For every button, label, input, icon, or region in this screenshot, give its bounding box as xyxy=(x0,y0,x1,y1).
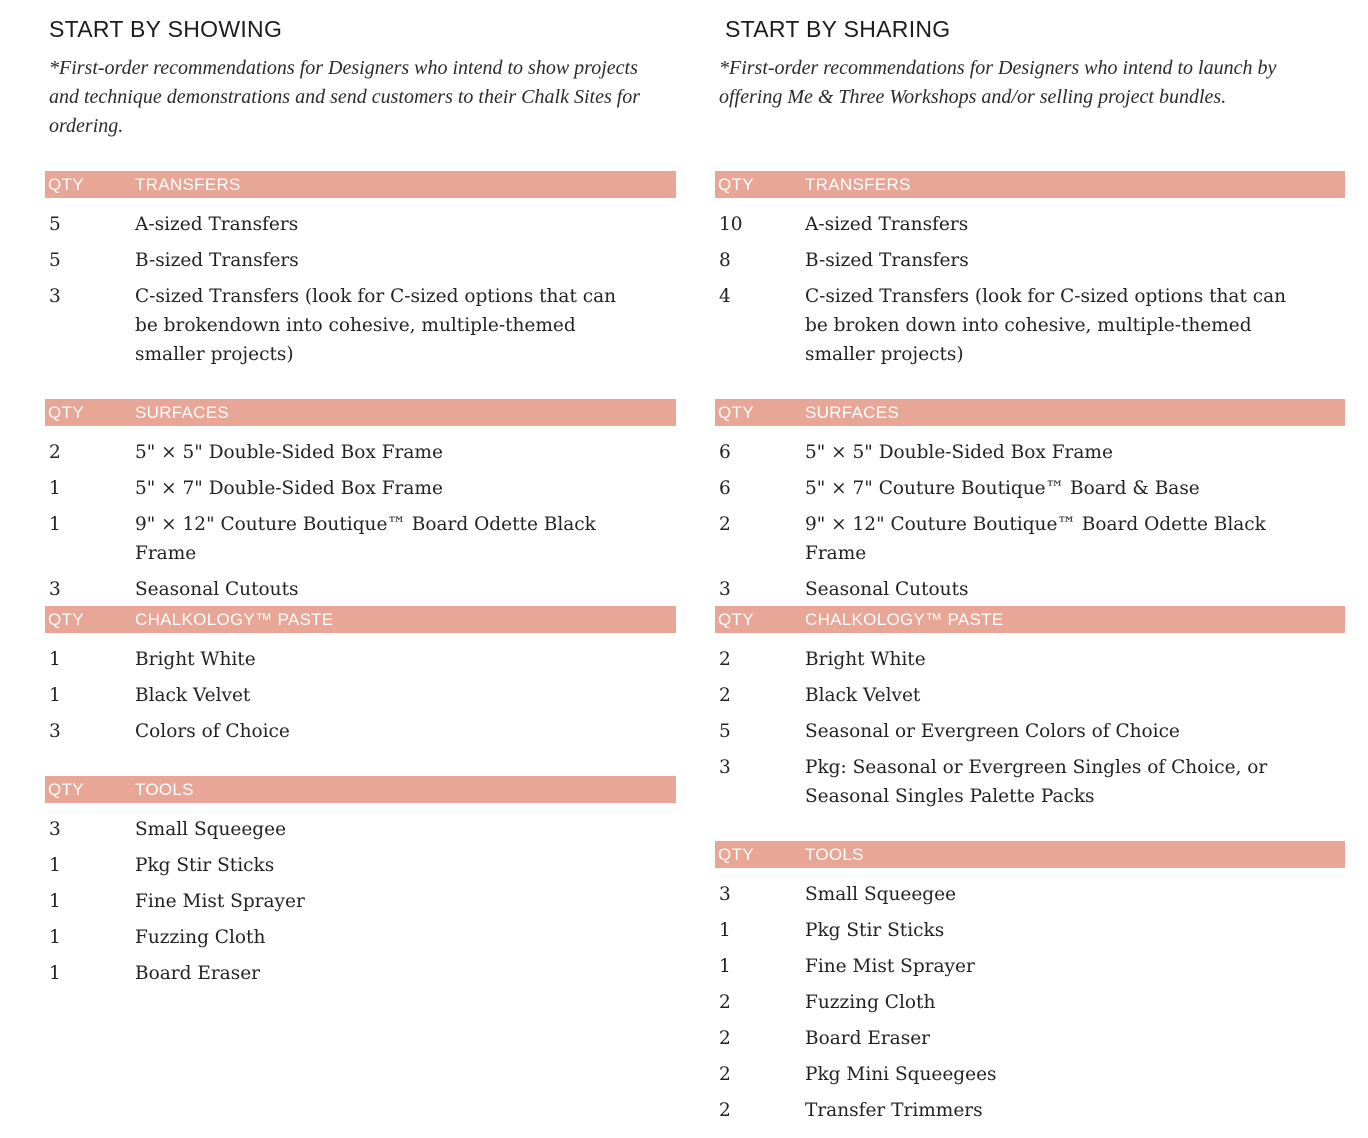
list-item xyxy=(45,575,676,604)
item-qty: 3 xyxy=(49,286,61,307)
item-name: Seasonal or Evergreen Colors of Choice xyxy=(805,721,1180,742)
item-qty: 2 xyxy=(719,514,731,535)
item-name: Pkg Stir Sticks xyxy=(805,920,945,941)
section-header xyxy=(45,776,676,803)
section-title: SURFACES xyxy=(805,403,900,422)
column-title: START BY SHARING xyxy=(725,16,951,42)
list-item xyxy=(45,815,676,844)
item-name: 5" × 7" Double-Sided Box Frame xyxy=(135,478,443,499)
section-transfers xyxy=(715,171,1345,376)
item-qty: 1 xyxy=(719,956,731,977)
item-name: Board Eraser xyxy=(135,963,260,984)
list-item xyxy=(715,717,1345,746)
column-title: START BY SHOWING xyxy=(49,16,283,42)
section-title: TOOLS xyxy=(805,845,864,864)
item-name: Black Velvet xyxy=(805,685,921,706)
item-qty: 1 xyxy=(49,649,61,670)
item-qty: 1 xyxy=(49,927,61,948)
item-name: Small Squeegee xyxy=(135,819,287,840)
list-item xyxy=(45,681,676,710)
item-name: Fine Mist Sprayer xyxy=(135,891,305,912)
section-paste xyxy=(715,606,1345,818)
item-qty: 5 xyxy=(49,214,61,235)
section-header xyxy=(715,606,1345,633)
item-qty: 1 xyxy=(49,963,61,984)
item-qty: 1 xyxy=(49,855,61,876)
item-name: Pkg Mini Squeegees xyxy=(805,1064,997,1085)
item-name: Pkg Stir Sticks xyxy=(135,855,275,876)
item-name: Bright White xyxy=(135,649,256,670)
item-name: Seasonal Cutouts xyxy=(135,579,299,600)
item-qty: 2 xyxy=(719,685,731,706)
item-list xyxy=(715,210,1345,369)
list-item xyxy=(715,916,1345,945)
item-name: A-sized Transfers xyxy=(135,214,299,235)
qty-header: QTY xyxy=(718,175,754,194)
item-name: Bright White xyxy=(805,649,926,670)
item-name: A-sized Transfers xyxy=(805,214,969,235)
section-surfaces xyxy=(45,399,676,611)
qty-header: QTY xyxy=(48,175,84,194)
item-qty: 3 xyxy=(719,579,731,600)
item-name: B-sized Transfers xyxy=(135,250,299,271)
item-name: Pkg: Seasonal or Evergreen Singles of Choice, or Seasonal Singles Palette Packs xyxy=(805,757,1268,807)
section-header xyxy=(45,399,676,426)
item-list xyxy=(45,210,676,369)
item-name: B-sized Transfers xyxy=(805,250,969,271)
item-name: Black Velvet xyxy=(135,685,251,706)
item-list xyxy=(45,438,676,604)
section-tools xyxy=(45,776,676,995)
list-item xyxy=(715,988,1345,1017)
item-name: Transfer Trimmers xyxy=(805,1100,983,1121)
list-item xyxy=(45,282,676,369)
qty-header: QTY xyxy=(718,403,754,422)
section-header xyxy=(715,399,1345,426)
item-qty: 1 xyxy=(49,478,61,499)
list-item xyxy=(715,474,1345,503)
section-transfers xyxy=(45,171,676,376)
qty-header: QTY xyxy=(48,610,84,629)
section-paste xyxy=(45,606,676,753)
item-qty: 3 xyxy=(719,757,731,778)
list-item xyxy=(45,923,676,952)
list-item xyxy=(715,753,1345,811)
item-name: C-sized Transfers (look for C-sized options that can be brokendown into cohesive, multiple-themed smaller projects) xyxy=(135,286,617,365)
qty-header: QTY xyxy=(48,780,84,799)
item-qty: 6 xyxy=(719,478,731,499)
list-item xyxy=(45,851,676,880)
section-title: CHALKOLOGY™ PASTE xyxy=(135,610,334,629)
section-title: TOOLS xyxy=(135,780,194,799)
list-item xyxy=(45,210,676,239)
item-qty: 5 xyxy=(49,250,61,271)
list-item xyxy=(45,717,676,746)
item-list xyxy=(715,880,1345,1125)
qty-header: QTY xyxy=(718,845,754,864)
section-header xyxy=(45,171,676,198)
list-item xyxy=(715,575,1345,604)
item-qty: 3 xyxy=(719,884,731,905)
item-qty: 3 xyxy=(49,579,61,600)
list-item xyxy=(715,510,1345,568)
list-item xyxy=(715,1060,1345,1089)
list-item xyxy=(45,246,676,275)
item-list xyxy=(45,815,676,988)
list-item xyxy=(715,952,1345,981)
item-list xyxy=(715,438,1345,604)
item-list xyxy=(715,645,1345,811)
item-qty: 2 xyxy=(719,1100,731,1121)
item-name: Seasonal Cutouts xyxy=(805,579,969,600)
section-surfaces xyxy=(715,399,1345,611)
item-name: Fuzzing Cloth xyxy=(805,992,936,1013)
section-title: CHALKOLOGY™ PASTE xyxy=(805,610,1004,629)
list-item xyxy=(45,438,676,467)
item-name: Colors of Choice xyxy=(135,721,290,742)
item-qty: 5 xyxy=(719,721,731,742)
list-item xyxy=(45,887,676,916)
list-item xyxy=(715,880,1345,909)
column-note: *First-order recommendations for Designers who intend to show projects and technique demonstrations and send customers to their Chalk Sites for ordering. xyxy=(49,57,641,137)
item-qty: 2 xyxy=(719,1028,731,1049)
item-qty: 2 xyxy=(49,442,61,463)
item-name: C-sized Transfers (look for C-sized options that can be broken down into cohesive, multiple-themed smaller projects) xyxy=(805,286,1287,365)
section-title: SURFACES xyxy=(135,403,230,422)
list-item xyxy=(715,246,1345,275)
section-header xyxy=(715,841,1345,868)
list-item xyxy=(715,1096,1345,1125)
item-name: Fine Mist Sprayer xyxy=(805,956,975,977)
list-item xyxy=(715,210,1345,239)
item-qty: 1 xyxy=(49,514,61,535)
item-qty: 3 xyxy=(49,819,61,840)
item-name: Small Squeegee xyxy=(805,884,957,905)
item-qty: 3 xyxy=(49,721,61,742)
item-name: 5" × 5" Double-Sided Box Frame xyxy=(805,442,1113,463)
item-name: 9" × 12" Couture Boutique™ Board Odette Black Frame xyxy=(135,514,596,564)
item-qty: 1 xyxy=(719,920,731,941)
section-header xyxy=(715,171,1345,198)
item-qty: 1 xyxy=(49,685,61,706)
column-note: *First-order recommendations for Designers who intend to launch by offering Me & Three Workshops and/or selling project bundles. xyxy=(719,57,1277,108)
list-item xyxy=(715,645,1345,674)
item-qty: 2 xyxy=(719,649,731,670)
item-qty: 8 xyxy=(719,250,731,271)
item-qty: 2 xyxy=(719,1064,731,1085)
item-qty: 1 xyxy=(49,891,61,912)
list-item xyxy=(45,474,676,503)
item-qty: 4 xyxy=(719,286,731,307)
item-name: 5" × 5" Double-Sided Box Frame xyxy=(135,442,443,463)
section-header xyxy=(45,606,676,633)
section-title: TRANSFERS xyxy=(805,175,911,194)
item-qty: 2 xyxy=(719,992,731,1013)
item-name: Board Eraser xyxy=(805,1028,930,1049)
item-qty: 10 xyxy=(719,214,743,235)
list-item xyxy=(715,681,1345,710)
section-title: TRANSFERS xyxy=(135,175,241,194)
item-name: 9" × 12" Couture Boutique™ Board Odette Black Frame xyxy=(805,514,1266,564)
qty-header: QTY xyxy=(718,610,754,629)
item-name: Fuzzing Cloth xyxy=(135,927,266,948)
item-qty: 6 xyxy=(719,442,731,463)
list-item xyxy=(715,438,1345,467)
list-item xyxy=(45,510,676,568)
list-item xyxy=(715,1024,1345,1053)
item-list xyxy=(45,645,676,746)
list-item xyxy=(45,959,676,988)
list-item xyxy=(715,282,1345,369)
item-name: 5" × 7" Couture Boutique™ Board & Base xyxy=(805,478,1200,499)
qty-header: QTY xyxy=(48,403,84,422)
section-tools xyxy=(715,841,1345,1132)
list-item xyxy=(45,645,676,674)
